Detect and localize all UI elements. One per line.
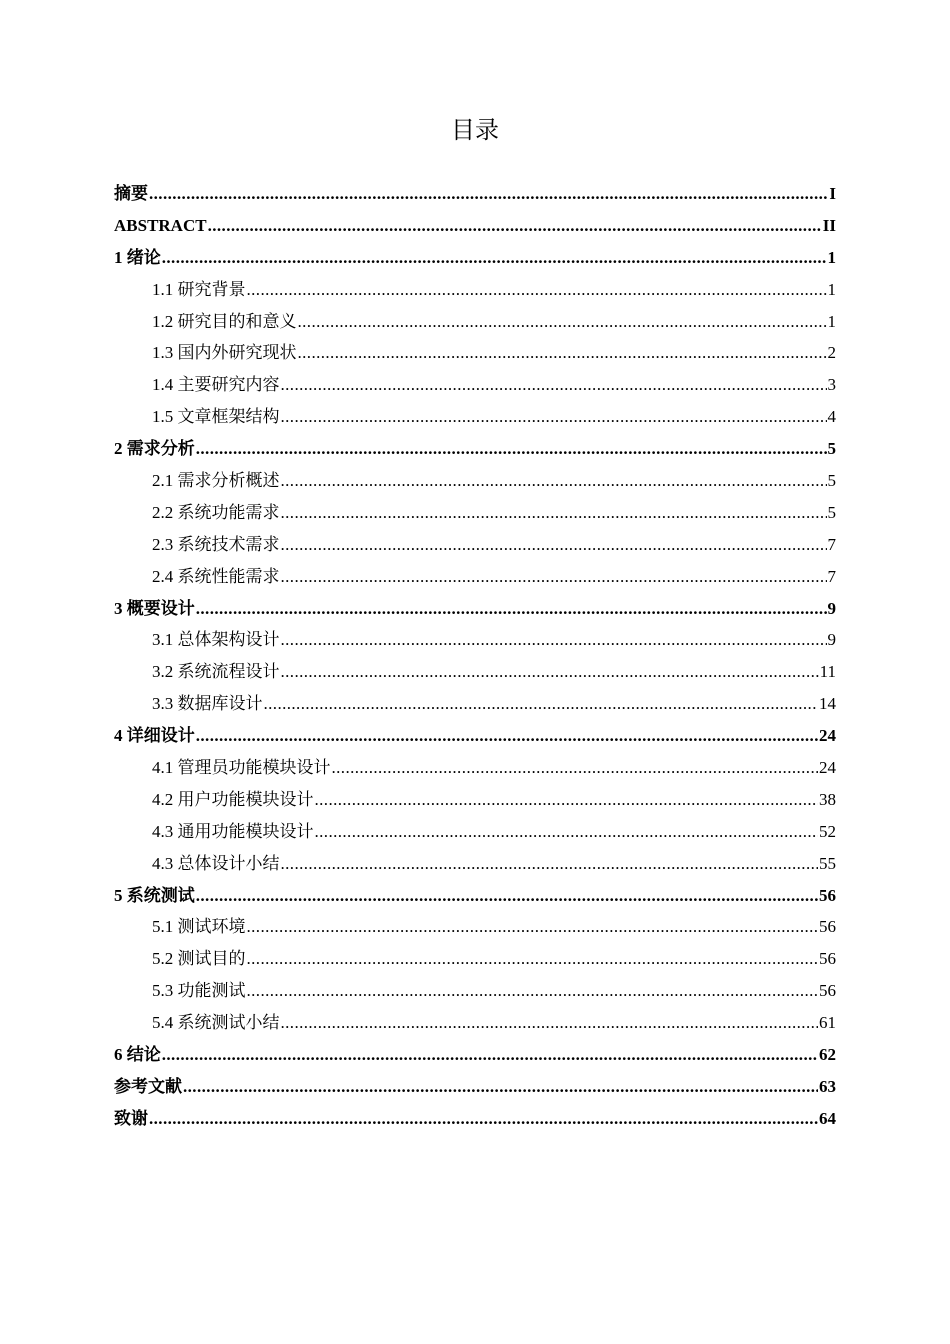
toc-dot-leader [281,497,827,529]
toc-entry[interactable] [114,433,836,465]
toc-entry[interactable] [114,911,836,943]
toc-entry-label: 6 结论 [114,1045,161,1065]
toc-entry-page-number: 38 [819,789,836,809]
toc-entry-label: 4.1 管理员功能模块设计 [152,758,331,778]
toc-entry-page-number: 61 [819,1013,836,1033]
toc-entry-label: 致谢 [114,1108,148,1128]
toc-dot-leader [149,178,828,210]
toc-dot-leader [208,210,822,242]
toc-dot-leader [247,911,819,943]
toc-entry-label: 2.3 系统技术需求 [152,534,280,554]
toc-dot-leader [196,880,818,912]
toc-entry-label: 2.4 系统性能需求 [152,566,280,586]
toc-entry[interactable] [114,306,836,338]
toc-entry[interactable] [114,497,836,529]
toc-entry-label: 1.5 文章框架结构 [152,407,280,427]
toc-dot-leader [298,337,827,369]
toc-dot-leader [196,433,827,465]
toc-entry[interactable] [114,561,836,593]
toc-dot-leader [332,752,819,784]
toc-entry-page-number: 5 [827,439,836,459]
toc-entry-label: 3.3 数据库设计 [152,694,263,714]
toc-entry-label: 1.3 国内外研究现状 [152,343,297,363]
toc-dot-leader [196,720,818,752]
toc-dot-leader [162,242,827,274]
toc-entry-label: 5 系统测试 [114,885,195,905]
toc-entry-label: 5.1 测试环境 [152,917,246,937]
toc-entry[interactable] [114,529,836,561]
toc-entry[interactable] [114,401,836,433]
toc-entry[interactable] [114,1071,836,1103]
toc-entry[interactable] [114,752,836,784]
toc-dot-leader [281,656,819,688]
toc-entry-page-number: 2 [827,343,836,363]
toc-entry-label: 5.2 测试目的 [152,949,246,969]
toc-entry[interactable] [114,178,836,210]
toc-entry-page-number: 1 [827,311,836,331]
toc-entry-label: 2 需求分析 [114,439,195,459]
toc-entry-page-number: 9 [827,598,836,618]
toc-entry-page-number: 3 [827,375,836,395]
toc-entry-page-number: 56 [819,949,836,969]
table-of-contents [114,178,836,1135]
toc-entry[interactable] [114,848,836,880]
toc-entry-label: 3 概要设计 [114,598,195,618]
toc-entry-page-number: 64 [819,1108,836,1128]
toc-entry-page-number: I [829,184,836,203]
toc-entry[interactable] [114,656,836,688]
toc-dot-leader [281,369,827,401]
toc-entry-page-number: 52 [819,821,836,841]
toc-entry[interactable] [114,337,836,369]
toc-entry[interactable] [114,242,836,274]
toc-entry[interactable] [114,465,836,497]
toc-dot-leader [247,943,819,975]
toc-entry-page-number: 5 [827,502,836,522]
toc-entry-label: 4.2 用户功能模块设计 [152,789,314,809]
toc-entry[interactable] [114,1103,836,1135]
toc-dot-leader [247,274,827,306]
toc-entry-label: 1.4 主要研究内容 [152,375,280,395]
toc-entry-page-number: 1 [827,279,836,299]
toc-entry-label: 1.2 研究目的和意义 [152,311,297,331]
toc-entry[interactable] [114,816,836,848]
toc-entry-page-number: 24 [819,758,836,778]
toc-dot-leader [281,1007,819,1039]
toc-entry[interactable] [114,784,836,816]
toc-entry-label: 参考文献 [114,1076,182,1096]
toc-entry-page-number: 56 [819,885,836,905]
toc-entry-label: 2.1 需求分析概述 [152,471,280,491]
toc-entry-page-number: 11 [819,662,836,682]
toc-dot-leader [281,465,827,497]
toc-entry[interactable] [114,1007,836,1039]
toc-dot-leader [315,816,819,848]
toc-entry-page-number: 62 [819,1045,836,1065]
toc-dot-leader [298,306,827,338]
toc-entry[interactable] [114,943,836,975]
toc-entry-page-number: 24 [819,726,836,746]
toc-dot-leader [183,1071,818,1103]
toc-entry[interactable] [114,720,836,752]
toc-entry-page-number: 4 [827,407,836,427]
toc-entry-page-number: 56 [819,917,836,937]
toc-entry-page-number: 63 [819,1076,836,1096]
toc-entry[interactable] [114,1039,836,1071]
toc-entry-label: 5.4 系统测试小结 [152,1013,280,1033]
toc-entry-label: 2.2 系统功能需求 [152,502,280,522]
toc-entry-label: 4.3 总体设计小结 [152,853,280,873]
toc-entry-page-number: 55 [819,853,836,873]
toc-dot-leader [162,1039,818,1071]
toc-dot-leader [149,1103,818,1135]
toc-entry[interactable] [114,593,836,625]
toc-dot-leader [247,975,819,1007]
toc-entry[interactable] [114,975,836,1007]
toc-entry-label: 4 详细设计 [114,726,195,746]
toc-entry[interactable] [114,688,836,720]
toc-entry-label: 5.3 功能测试 [152,981,246,1001]
toc-entry-label: 4.3 通用功能模块设计 [152,821,314,841]
toc-entry-label: 1.1 研究背景 [152,279,246,299]
toc-entry[interactable] [114,210,836,242]
toc-entry-page-number: 7 [827,534,836,554]
toc-dot-leader [264,688,819,720]
toc-title: 目录 [451,116,499,144]
toc-entry-label: ABSTRACT [114,215,207,235]
toc-dot-leader [281,848,819,880]
toc-entry-page-number: 56 [819,981,836,1001]
toc-entry[interactable] [114,274,836,306]
toc-entry[interactable] [114,880,836,912]
toc-entry-page-number: 7 [827,566,836,586]
toc-entry-page-number: 5 [827,471,836,491]
toc-entry-label: 1 绪论 [114,247,161,267]
toc-entry-page-number: 14 [819,694,836,714]
toc-entry[interactable] [114,624,836,656]
toc-entry-label: 3.2 系统流程设计 [152,662,280,682]
toc-dot-leader [315,784,819,816]
toc-dot-leader [281,401,827,433]
toc-dot-leader [281,529,827,561]
toc-entry-label: 3.1 总体架构设计 [152,630,280,650]
toc-dot-leader [281,561,827,593]
toc-dot-leader [196,593,827,625]
toc-entry-page-number: 9 [827,630,836,650]
toc-entry-page-number: II [822,215,836,235]
toc-entry[interactable] [114,369,836,401]
toc-entry-label: 摘要 [114,184,148,203]
toc-entry-page-number: 1 [827,247,836,267]
toc-dot-leader [281,624,827,656]
